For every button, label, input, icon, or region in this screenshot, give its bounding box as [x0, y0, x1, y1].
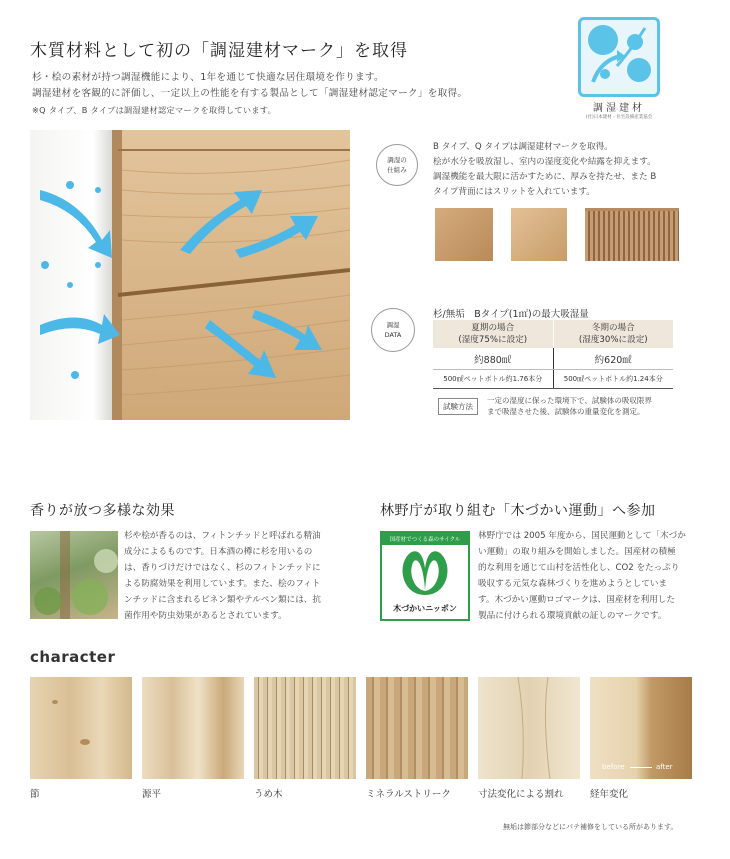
wood-label-mineral-streak: ミネラルストリーク [366, 789, 451, 800]
wood-label-aging: 経年変化 [590, 789, 629, 800]
knot-icon [30, 677, 132, 779]
summer-heading: 夏期の場合 [471, 323, 515, 333]
intro-note: ※Q タイプ、B タイプは調湿建材認定マークを取得しています。 [32, 105, 277, 115]
test-method-text [487, 395, 652, 417]
test-method-line-1: 一定の湿度に保った環境下で、試験体の吸収限界 [487, 396, 652, 405]
winter-header [553, 320, 673, 348]
before-label: before [602, 763, 625, 771]
winter-value: 約620㎖ [553, 348, 673, 370]
foliage-icon [30, 531, 118, 619]
data-tag [371, 308, 415, 352]
test-method-line-2: まで吸湿させた後、試験体の重量変化を測定。 [487, 407, 645, 416]
sample-image-3 [585, 208, 679, 261]
wall-section-image [30, 130, 350, 420]
fragrance-line-6: 菌作用や防虫効果があるとされています。 [124, 611, 287, 621]
mark-label: 調湿建材 [593, 103, 645, 114]
mechanism-tag [376, 144, 418, 186]
kizukai-logo-bottom: 木づかいニッポン [393, 604, 457, 613]
data-tag-line-1: 調湿 [386, 321, 400, 329]
fragrance-line-3: は、香りづけだけではなく、杉のフィトンチッドに [124, 563, 321, 573]
forestry-line-3: 的な利用を通じて山村を活性化し、CO2 をたっぷり [478, 563, 680, 573]
wood-label-crack: 寸法変化による割れ [478, 789, 564, 800]
forestry-line-1: 林野庁では 2005 年度から、国民運動として「木づか [478, 531, 686, 541]
fragrance-line-5: ンチッドに含まれるピネン類やテルペン類には、抗 [124, 595, 321, 605]
mechanism-text [433, 140, 656, 200]
crack-icon [478, 677, 580, 779]
fragrance-text [124, 528, 321, 624]
winter-condition: (湿度30%に設定) [578, 335, 648, 345]
wood-sample-knot [30, 677, 132, 779]
summer-header [433, 320, 553, 348]
mechanism-line-2: 桧が水分を吸放湿し、室内の湿度変化や結露を抑えます。 [433, 157, 656, 167]
forestry-text [478, 528, 686, 624]
winter-equivalent: 500㎖ペットボトル約1.24本分 [553, 370, 673, 389]
mechanism-line-3: 調湿機能を最大限に活かすために、厚みを持たせ、また B [433, 172, 657, 182]
wood-sample-aging [590, 677, 692, 779]
wood-label-umeki: うめ木 [254, 789, 283, 800]
forestry-line-5: す。木づかい運動ロゴマークは、国産材を利用した [478, 595, 675, 605]
fragrance-line-2: 成分によるものです。日本酒の樽に杉を用いるの [124, 547, 313, 557]
absorption-table [433, 320, 673, 389]
intro-text [32, 70, 467, 118]
forestry-line-6: 製品に付けられる環境貢献の証しのマークです。 [478, 611, 667, 621]
kizukai-logo-top: 国産材でつくる森のサイクル [382, 533, 468, 545]
data-title: 杉/無垢 Bタイプ(1㎡)の最大吸湿量 [433, 309, 589, 320]
kizukai-logo [380, 531, 470, 621]
before-after-arrow [630, 767, 652, 768]
wood-label-knot: 節 [30, 789, 40, 800]
wood-sample-crack [478, 677, 580, 779]
mechanism-line-1: B タイプ、Q タイプは調湿建材マークを取得。 [433, 142, 613, 152]
winter-heading: 冬期の場合 [591, 323, 635, 333]
summer-value: 約880㎖ [433, 348, 553, 370]
summer-condition: (湿度75%に設定) [458, 335, 528, 345]
data-tag-line-2: DATA [384, 331, 402, 339]
wood-label-genpei: 源平 [142, 789, 162, 800]
intro-line-1: 杉・桧の素材が持つ調湿機能により、1年を通じて快適な居住環境を作ります。 [32, 72, 384, 83]
character-title: character [30, 648, 116, 666]
sample-image-2 [511, 208, 567, 261]
wood-sample-mineral-streak [366, 677, 468, 779]
forestry-heading: 林野庁が取り組む「木づかい運動」へ参加 [380, 503, 656, 519]
sample-image-1 [435, 208, 493, 261]
wood-sample-umeki [254, 677, 356, 779]
forest-photo [30, 531, 118, 619]
humidity-certification-mark [578, 17, 660, 120]
intro-line-2: 調湿建材を客観的に評価し、一定以上の性能を有する製品として「調湿建材認定マーク」を取得。 [32, 88, 468, 99]
mechanism-tag-line-1: 調湿の [387, 156, 407, 164]
mechanism-line-4: タイプ背面にはスリットを入れています。 [433, 187, 595, 197]
leaf-loop-icon [382, 545, 468, 599]
page-title: 木質材料として初の「調湿建材マーク」を取得 [30, 41, 408, 61]
wood-sample-genpei [142, 677, 244, 779]
footnote: 無垢は節部分などにパテ補修をしている所があります。 [503, 823, 678, 831]
mark-circles-icon [581, 20, 657, 94]
fragrance-line-4: よる防腐効果を利用しています。また、桧のフィト [124, 579, 321, 589]
forestry-line-4: 吸収する元気な森林づくりを進めようとしていま [478, 579, 668, 589]
mechanism-tag-line-2: 仕組み [387, 166, 407, 174]
after-label: after [656, 763, 673, 771]
mark-emblem [578, 17, 660, 97]
test-method-label: 試験方法 [438, 398, 478, 415]
fragrance-line-1: 杉や桧が香るのは、フィトンチッドと呼ばれる精油 [124, 531, 321, 541]
summer-equivalent: 500㎖ペットボトル約1.76本分 [433, 370, 553, 389]
forestry-line-2: い運動」の取り組みを開始しました。国産材の積極 [478, 547, 676, 557]
fragrance-heading: 香りが放つ多様な効果 [30, 503, 175, 519]
mark-sublabel: (社)日本建材・住宅設備産業協会 [585, 115, 653, 120]
